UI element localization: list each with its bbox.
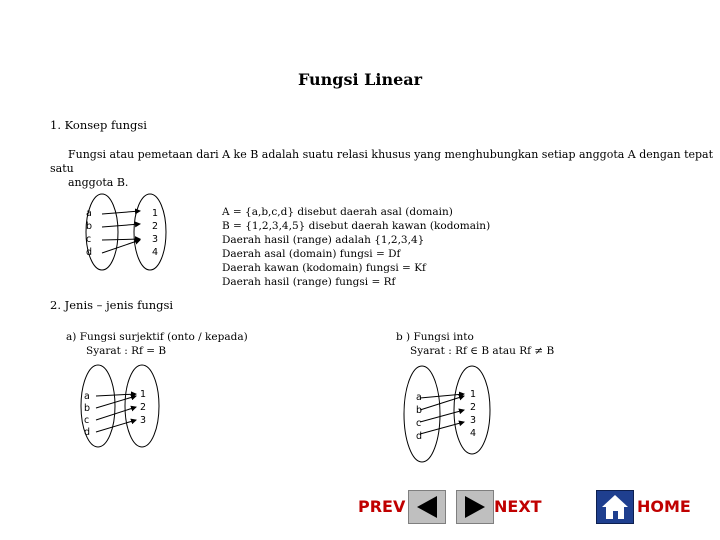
- section-1-heading: 1. Konsep fungsi: [50, 118, 147, 132]
- domain-element: b: [86, 221, 93, 232]
- codomain-element: 2: [140, 402, 147, 413]
- domain-element: d: [416, 431, 423, 442]
- arrow-a: [102, 211, 140, 214]
- codomain-element: 3: [140, 415, 147, 426]
- definition-item: Daerah hasil (range) fungsi = Rf: [222, 276, 396, 288]
- definition-item: B = {1,2,3,4,5} disebut daerah kawan (kodomain): [222, 220, 491, 232]
- arrow-b: [420, 396, 464, 410]
- codomain-element: 1: [140, 389, 147, 400]
- mapping-diagram-into: [400, 364, 500, 464]
- definition-item: A = {a,b,c,d} disebut daerah asal (domain): [222, 206, 453, 218]
- mapping-arrows: [80, 196, 180, 276]
- definition-item: Daerah hasil (range) adalah {1,2,3,4}: [222, 234, 425, 246]
- definition-line-3: anggota B.: [68, 176, 129, 189]
- codomain-element: 3: [152, 234, 159, 245]
- domain-element: c: [84, 415, 90, 426]
- mapping-diagram-concept: [80, 196, 180, 276]
- codomain-element: 1: [152, 208, 159, 219]
- codomain-element: 1: [470, 389, 477, 400]
- definition-line-1: Fungsi atau pemetaan dari A ke B adalah suatu relasi khusus yang menghubungkan setiap anggota A dengan tepat: [68, 148, 714, 161]
- mapping-arrows: [400, 364, 500, 464]
- definition-line-2: satu: [50, 162, 74, 175]
- domain-element: b: [416, 405, 423, 416]
- arrow-b: [96, 396, 136, 408]
- mapping-diagram-surjective: [78, 364, 178, 454]
- arrow-c: [96, 407, 136, 420]
- arrow-d: [420, 422, 464, 434]
- domain-element: d: [84, 427, 91, 438]
- surjective-condition: Syarat : Rf = B: [86, 345, 167, 357]
- arrow-a: [96, 394, 136, 396]
- codomain-ellipse: [134, 194, 166, 270]
- triangle-left-icon: [409, 491, 445, 523]
- next-label[interactable]: NEXT: [494, 497, 542, 516]
- domain-element: c: [86, 234, 92, 245]
- prev-button[interactable]: [408, 490, 446, 524]
- page-title: Fungsi Linear: [297, 70, 423, 89]
- home-button[interactable]: [596, 490, 634, 524]
- domain-element: c: [416, 418, 422, 429]
- definition-item: Daerah kawan (kodomain) fungsi = Kf: [222, 262, 426, 274]
- domain-element: a: [86, 208, 92, 219]
- definition-item: Daerah asal (domain) fungsi = Df: [222, 248, 401, 260]
- arrow-d: [102, 240, 140, 253]
- arrow-c: [420, 410, 464, 422]
- domain-ellipse: [86, 194, 118, 270]
- domain-element: a: [416, 392, 422, 403]
- mapping-arrows: [78, 364, 178, 454]
- domain-element: b: [84, 403, 91, 414]
- home-label[interactable]: HOME: [637, 497, 691, 516]
- domain-element: d: [86, 247, 93, 258]
- arrow-d: [96, 420, 136, 432]
- prev-label[interactable]: PREV: [358, 497, 406, 516]
- arrow-a: [420, 394, 464, 398]
- triangle-right-icon: [457, 491, 493, 523]
- section-2-heading: 2. Jenis – jenis fungsi: [50, 298, 174, 312]
- surjective-title: a) Fungsi surjektif (onto / kepada): [66, 331, 248, 343]
- domain-element: a: [84, 391, 90, 402]
- next-button[interactable]: [456, 490, 494, 524]
- definitions-list: [222, 205, 490, 289]
- into-title: b ) Fungsi into: [396, 331, 474, 343]
- codomain-element: 4: [152, 247, 159, 258]
- into-condition: Syarat : Rf ∈ B atau Rf ≠ B: [410, 345, 555, 357]
- home-icon: [597, 491, 633, 523]
- codomain-element: 4: [470, 428, 477, 439]
- codomain-element: 2: [152, 221, 159, 232]
- codomain-element: 2: [470, 402, 477, 413]
- codomain-element: 3: [470, 415, 477, 426]
